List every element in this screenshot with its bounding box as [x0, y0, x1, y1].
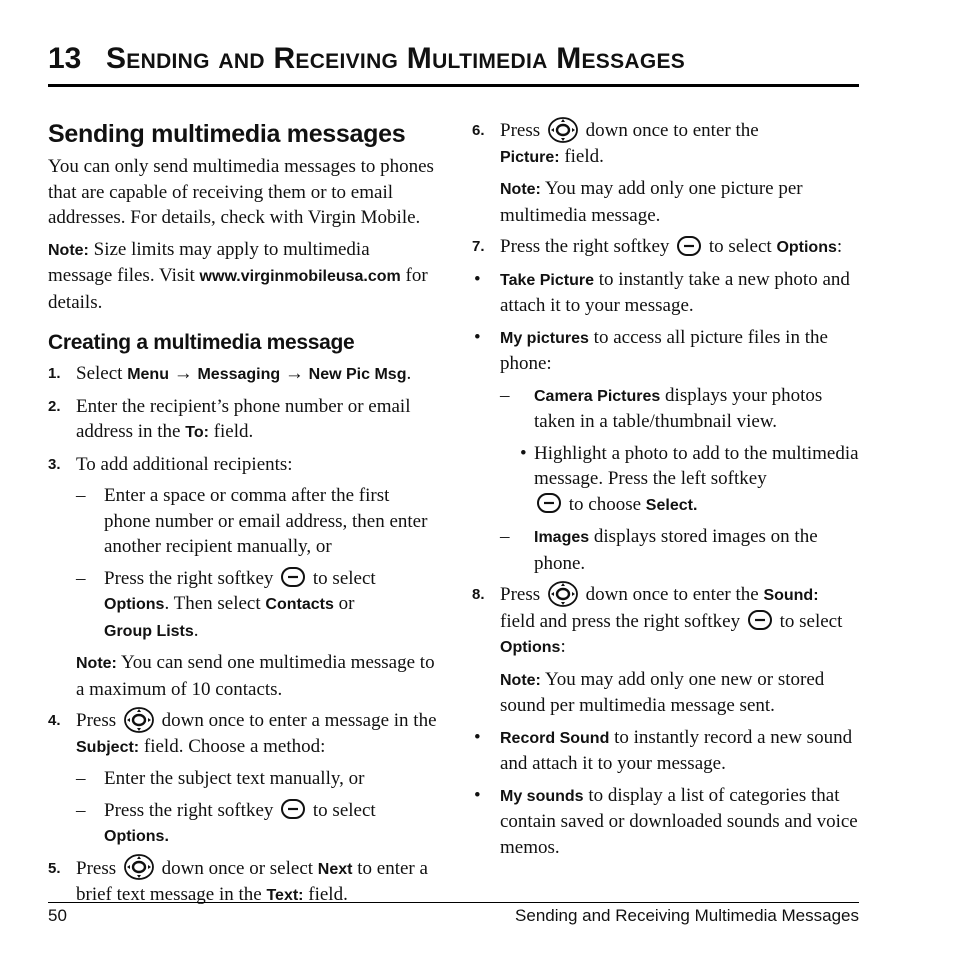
step-number: 2.	[48, 397, 61, 415]
step-4	[48, 708, 438, 760]
step-3-option-1	[76, 483, 438, 560]
step-1	[48, 361, 438, 388]
step-text: Press	[76, 857, 117, 879]
step-text-end: field. Choose a method:	[143, 735, 326, 757]
step-5	[48, 856, 438, 909]
highlight-item	[472, 441, 864, 519]
my-sounds-bullet	[472, 783, 864, 861]
option-text: . Then select	[164, 593, 261, 614]
step-text: Press	[76, 710, 117, 731]
option-text: Press the right softkey	[104, 799, 274, 821]
sound-note	[472, 667, 864, 719]
my-pictures-bullet	[472, 325, 864, 377]
picture-note	[472, 176, 864, 228]
left-column	[48, 118, 438, 915]
chapter-heading	[48, 40, 859, 87]
step-text: Press	[500, 584, 541, 606]
website-link[interactable]: www.virginmobileusa.com	[199, 268, 401, 285]
bullet-marker: •	[474, 268, 481, 290]
note-label: Note:	[500, 671, 541, 689]
step-number: 6.	[472, 122, 485, 139]
section-intro: You can only send multimedia messages to phones that are capable of receiving them or to email addresses. For details, check with Virgin Mobile.	[48, 156, 434, 228]
note-text: You may add only one new or stored sound per multimedia message sent.	[500, 668, 825, 717]
chapter-title: Sending and Receiving Multimedia Messages	[106, 42, 686, 75]
step-text: Press the right softkey	[500, 236, 670, 258]
item-text: Highlight a photo to add to the multimedia message. Press the left softkey	[534, 442, 859, 490]
options-label: Options	[776, 239, 837, 257]
note-text: You can send one multimedia message to a maximum of 10 contacts.	[76, 652, 435, 700]
dash-marker: –	[76, 768, 86, 790]
record-sound-bullet	[472, 725, 864, 777]
note-label: Note:	[48, 241, 89, 259]
step-7	[472, 234, 864, 261]
punct: :	[836, 236, 843, 258]
camera-pictures-item	[472, 383, 864, 435]
step-text: to enter a brief text message in the	[76, 857, 428, 906]
step-2	[48, 394, 438, 446]
nav-key-icon	[123, 853, 155, 881]
punct: :	[560, 636, 566, 658]
images-label: Images	[534, 529, 590, 547]
bullet-marker: •	[474, 726, 481, 748]
contacts-note	[76, 650, 438, 702]
right-column	[472, 118, 864, 866]
page-footer	[48, 902, 859, 927]
note-label: Note:	[500, 181, 541, 199]
nav-key-icon	[547, 116, 579, 144]
arrow: →	[284, 363, 304, 384]
messaging-label: Messaging	[197, 366, 281, 383]
new-pic-msg-label: New Pic Msg	[308, 366, 407, 383]
step-text: down once to enter the	[585, 584, 759, 606]
step-4-option-2	[76, 798, 438, 850]
options-label: Options.	[104, 828, 169, 846]
step-text: Press	[500, 120, 541, 141]
option-text: Enter the subject text manually, or	[104, 768, 365, 790]
item-text: displays your photos taken in a table/thumbnail view.	[534, 384, 823, 433]
my-sounds-label: My sounds	[500, 787, 584, 805]
punct: .	[406, 363, 412, 384]
step-6	[472, 118, 864, 170]
option-text: Enter a space or comma after the first phone number or email address, then enter another recipient manually, or	[104, 485, 428, 557]
camera-pictures-label: Camera Pictures	[534, 387, 661, 405]
step-text-end: field.	[308, 884, 348, 906]
step-number: 8.	[472, 586, 485, 604]
step-4-option-1	[76, 766, 438, 792]
nav-key-icon	[123, 706, 155, 734]
chapter-number: 13	[48, 42, 82, 75]
step-3-option-2	[76, 566, 438, 645]
bullet-marker: •	[474, 784, 481, 806]
menu-label: Menu	[127, 366, 169, 383]
nav-key-icon	[547, 580, 579, 608]
note-label: Note:	[76, 655, 117, 672]
step-number: 3.	[48, 455, 61, 473]
option-text: to select	[312, 567, 376, 589]
step-text-end: field.	[564, 145, 604, 167]
dash-marker: –	[76, 567, 86, 589]
options-label: Options	[500, 639, 561, 657]
dash-marker: –	[500, 526, 510, 548]
step-number: 7.	[472, 238, 485, 256]
section-title: Sending multimedia messages	[48, 120, 406, 148]
take-picture-bullet	[472, 267, 864, 319]
softkey-icon	[536, 492, 562, 514]
softkey-icon	[676, 235, 702, 257]
note-text-end: for details.	[48, 265, 428, 313]
step-text: down once to enter the	[585, 120, 759, 141]
step-text: Enter the recipient’s phone number or email address in the	[76, 395, 411, 442]
step-8	[472, 582, 864, 661]
arrow: →	[173, 363, 193, 384]
softkey-icon	[747, 609, 773, 631]
step-text: to select	[708, 236, 772, 258]
step-text-end: field.	[213, 421, 254, 442]
footer-title: Sending and Receiving Multimedia Messages	[515, 906, 859, 925]
softkey-icon	[280, 798, 306, 820]
step-number: 4.	[48, 712, 61, 729]
option-text: Press the right softkey	[104, 567, 274, 589]
contacts-label: Contacts	[265, 596, 334, 613]
my-pictures-label: My pictures	[500, 329, 589, 347]
step-number: 1.	[48, 365, 61, 382]
bullet-text: to access all picture files in the phone:	[500, 326, 828, 375]
next-label: Next	[317, 860, 353, 878]
select-label: Select.	[645, 496, 698, 514]
dash-marker: –	[76, 485, 86, 506]
step-number: 5.	[48, 859, 61, 877]
softkey-icon	[280, 566, 306, 588]
subject-field-label: Subject:	[76, 738, 140, 756]
punct: .	[193, 619, 199, 641]
option-text: to select	[312, 799, 376, 821]
item-text: to choose	[568, 493, 642, 515]
options-label: Options	[104, 596, 165, 613]
step-text: field and press the right softkey	[500, 610, 741, 632]
bullet-marker: •	[474, 326, 481, 348]
picture-field-label: Picture:	[500, 148, 560, 166]
sound-field-label: Sound:	[763, 587, 819, 605]
bullet-text: to instantly record a new sound and attach it to your message.	[500, 726, 853, 775]
dash-marker: –	[500, 384, 510, 406]
take-picture-label: Take Picture	[500, 271, 594, 289]
step-text: down once to enter a message in the	[161, 710, 437, 731]
bullet-text: to display a list of categories that contain saved or downloaded sounds and voice memos.	[500, 784, 858, 858]
option-text: or	[338, 593, 355, 614]
images-item	[472, 524, 864, 576]
item-text: displays stored images on the phone.	[534, 526, 818, 574]
step-3	[48, 452, 438, 478]
bullet-text: to instantly take a new photo and attach it to your message.	[500, 268, 850, 317]
to-field-label: To:	[185, 424, 209, 441]
size-note	[48, 237, 438, 316]
note-text: Size limits may apply to multimedia message files. Visit	[48, 238, 370, 286]
record-sound-label: Record Sound	[500, 729, 610, 747]
subsection-title: Creating a multimedia message	[48, 331, 355, 354]
step-text: down once or select	[161, 857, 314, 879]
bullet-marker: •	[520, 442, 527, 464]
dash-marker: –	[76, 799, 86, 821]
step-text: Select	[76, 363, 123, 384]
page-number: 50	[48, 906, 67, 925]
step-text: To add additional recipients:	[76, 453, 293, 475]
text-field-label: Text:	[266, 887, 304, 905]
note-text: You may add only one picture per multimedia message.	[500, 178, 803, 226]
group-lists-label: Group Lists	[104, 622, 194, 640]
step-text: to select	[779, 610, 843, 632]
